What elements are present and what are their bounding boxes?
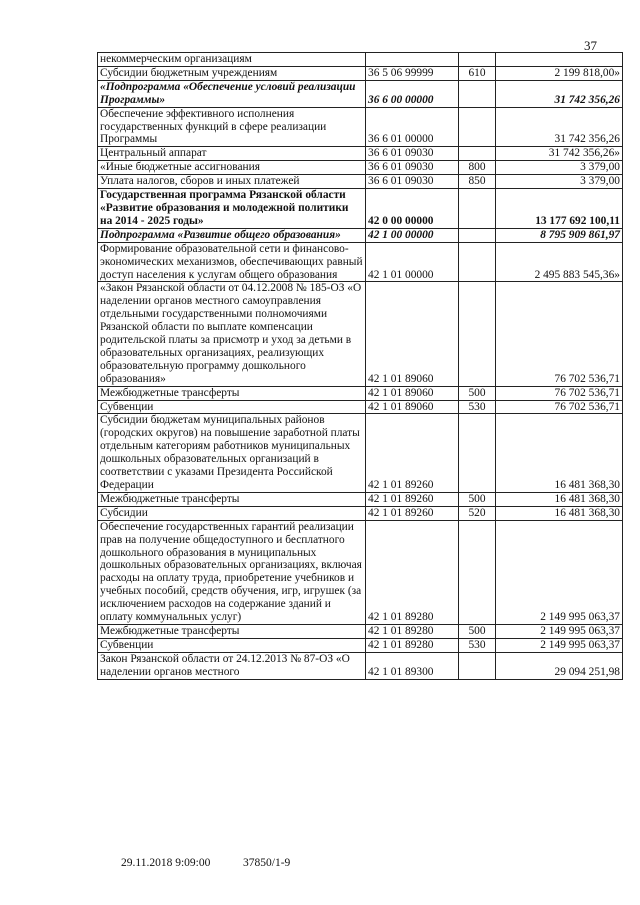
row-code-cell: 42 1 01 89260	[366, 492, 459, 506]
row-code-cell: 42 0 00 00000	[366, 189, 459, 229]
row-amount-cell: 8 795 909 861,97	[496, 228, 623, 242]
row-expense-type-cell: 500	[459, 624, 496, 638]
row-name-cell: некоммерческим организациям	[98, 53, 366, 67]
row-code-cell: 42 1 01 00000	[366, 242, 459, 282]
row-name-cell: Уплата налогов, сборов и иных платежей	[98, 175, 366, 189]
row-expense-type-cell	[459, 53, 496, 67]
table-row	[98, 80, 623, 107]
row-code-cell: 42 1 01 89260	[366, 506, 459, 520]
budget-table	[97, 52, 623, 680]
row-name-cell: Субсидии	[98, 506, 366, 520]
row-expense-type-cell: 500	[459, 492, 496, 506]
row-code-cell: 36 6 01 09030	[366, 175, 459, 189]
table-row	[98, 53, 623, 67]
row-code-cell: 42 1 01 89300	[366, 652, 459, 679]
row-name-cell: «Иные бюджетные ассигнования	[98, 161, 366, 175]
row-expense-type-cell	[459, 228, 496, 242]
table-row	[98, 652, 623, 679]
row-code-cell: 42 1 01 89060	[366, 282, 459, 386]
table-row	[98, 66, 623, 80]
row-code-cell: 42 1 01 89060	[366, 400, 459, 414]
row-code-cell: 36 6 01 00000	[366, 107, 459, 147]
row-code-cell: 36 6 01 09030	[366, 147, 459, 161]
table-row	[98, 386, 623, 400]
row-amount-cell: 29 094 251,98	[496, 652, 623, 679]
row-amount-cell: 3 379,00	[496, 161, 623, 175]
row-code-cell: 42 1 01 89280	[366, 638, 459, 652]
row-name-cell: Подпрограмма «Развитие общего образования»	[98, 228, 366, 242]
row-name-cell: Межбюджетные трансферты	[98, 386, 366, 400]
row-amount-cell: 3 379,00	[496, 175, 623, 189]
row-name-cell: Закон Рязанской области от 24.12.2013 № 87-ОЗ «О наделении органов местного	[98, 652, 366, 679]
row-name-cell: Обеспечение государственных гарантий реализации прав на получение общедоступного и бесплатного дошкольного образования в муниципальных дошкольных образовательных организациях, включая расходы на оплату труда, приобретение учебников и учебных пособий, средств обучения, игр, игрушек (за исключением расходов на содержание зданий и оплату коммунальных услуг)	[98, 520, 366, 624]
row-code-cell: 42 1 01 89260	[366, 414, 459, 492]
row-name-cell: Субсидии бюджетам муниципальных районов (городских округов) на повышение заработной платы отдельным категориям работников муниципальных дошкольных образовательных организаций в соответствии с указами Президента Российской Федерации	[98, 414, 366, 492]
table-row	[98, 520, 623, 624]
row-amount-cell: 2 199 818,00»	[496, 66, 623, 80]
row-amount-cell	[496, 53, 623, 67]
row-amount-cell: 16 481 368,30	[496, 506, 623, 520]
table-row	[98, 400, 623, 414]
row-amount-cell: 16 481 368,30	[496, 492, 623, 506]
row-expense-type-cell: 530	[459, 400, 496, 414]
table-row	[98, 175, 623, 189]
row-name-cell: Субвенции	[98, 638, 366, 652]
row-name-cell: Субвенции	[98, 400, 366, 414]
row-name-cell: Формирование образовательной сети и финансово-экономических механизмов, обеспечивающих равный доступ населения к услугам общего образования	[98, 242, 366, 282]
row-amount-cell: 31 742 356,26	[496, 107, 623, 147]
row-name-cell: Межбюджетные трансферты	[98, 624, 366, 638]
row-expense-type-cell: 800	[459, 161, 496, 175]
row-name-cell: Государственная программа Рязанской области «Развитие образования и молодежной политики на 2014 - 2025 годы»	[98, 189, 366, 229]
row-code-cell: 36 6 01 09030	[366, 161, 459, 175]
row-expense-type-cell	[459, 520, 496, 624]
table-row	[98, 228, 623, 242]
row-expense-type-cell: 500	[459, 386, 496, 400]
table-row	[98, 414, 623, 492]
row-expense-type-cell: 850	[459, 175, 496, 189]
row-name-cell: Центральный аппарат	[98, 147, 366, 161]
row-expense-type-cell	[459, 282, 496, 386]
row-expense-type-cell	[459, 242, 496, 282]
row-name-cell: Межбюджетные трансферты	[98, 492, 366, 506]
table-row	[98, 242, 623, 282]
row-amount-cell: 76 702 536,71	[496, 400, 623, 414]
row-expense-type-cell	[459, 80, 496, 107]
row-amount-cell: 2 149 995 063,37	[496, 520, 623, 624]
row-expense-type-cell	[459, 652, 496, 679]
row-amount-cell: 76 702 536,71	[496, 386, 623, 400]
row-name-cell: «Закон Рязанской области от 04.12.2008 № 185-ОЗ «О наделении органов местного самоуправления отдельными государственными полномочиями Рязанской области по выплате компенсации родительской платы за присмотр и уход за детьми в образовательных организациях, реализующих образовательную программу дошкольного образования»	[98, 282, 366, 386]
row-code-cell: 36 5 06 99999	[366, 66, 459, 80]
table-row	[98, 638, 623, 652]
page-number: 37	[584, 38, 597, 53]
row-name-cell: Субсидии бюджетным учреждениям	[98, 66, 366, 80]
row-expense-type-cell: 520	[459, 506, 496, 520]
row-code-cell: 42 1 01 89060	[366, 386, 459, 400]
row-amount-cell: 31 742 356,26»	[496, 147, 623, 161]
budget-table-body	[98, 53, 623, 680]
row-name-cell: «Подпрограмма «Обеспечение условий реализации Программы»	[98, 80, 366, 107]
table-row	[98, 492, 623, 506]
row-expense-type-cell	[459, 147, 496, 161]
table-row	[98, 161, 623, 175]
row-amount-cell: 76 702 536,71	[496, 282, 623, 386]
table-row	[98, 506, 623, 520]
row-amount-cell: 2 149 995 063,37	[496, 638, 623, 652]
row-expense-type-cell: 530	[459, 638, 496, 652]
row-amount-cell: 13 177 692 100,11	[496, 189, 623, 229]
row-name-cell: Обеспечение эффективного исполнения государственных функций в сфере реализации Программы	[98, 107, 366, 147]
row-expense-type-cell	[459, 107, 496, 147]
table-row	[98, 624, 623, 638]
row-amount-cell: 2 495 883 545,36»	[496, 242, 623, 282]
row-amount-cell: 2 149 995 063,37	[496, 624, 623, 638]
row-amount-cell: 31 742 356,26	[496, 80, 623, 107]
row-code-cell: 42 1 01 89280	[366, 624, 459, 638]
table-row	[98, 282, 623, 386]
footer-date: 29.11.2018 9:09:00	[121, 857, 211, 869]
row-code-cell: 42 1 01 89280	[366, 520, 459, 624]
footer-document-code: 37850/1-9	[243, 857, 291, 869]
row-code-cell	[366, 53, 459, 67]
table-row	[98, 147, 623, 161]
table-row	[98, 107, 623, 147]
row-expense-type-cell	[459, 414, 496, 492]
table-row	[98, 189, 623, 229]
row-code-cell: 36 6 00 00000	[366, 80, 459, 107]
row-amount-cell: 16 481 368,30	[496, 414, 623, 492]
row-expense-type-cell	[459, 189, 496, 229]
row-expense-type-cell: 610	[459, 66, 496, 80]
row-code-cell: 42 1 00 00000	[366, 228, 459, 242]
